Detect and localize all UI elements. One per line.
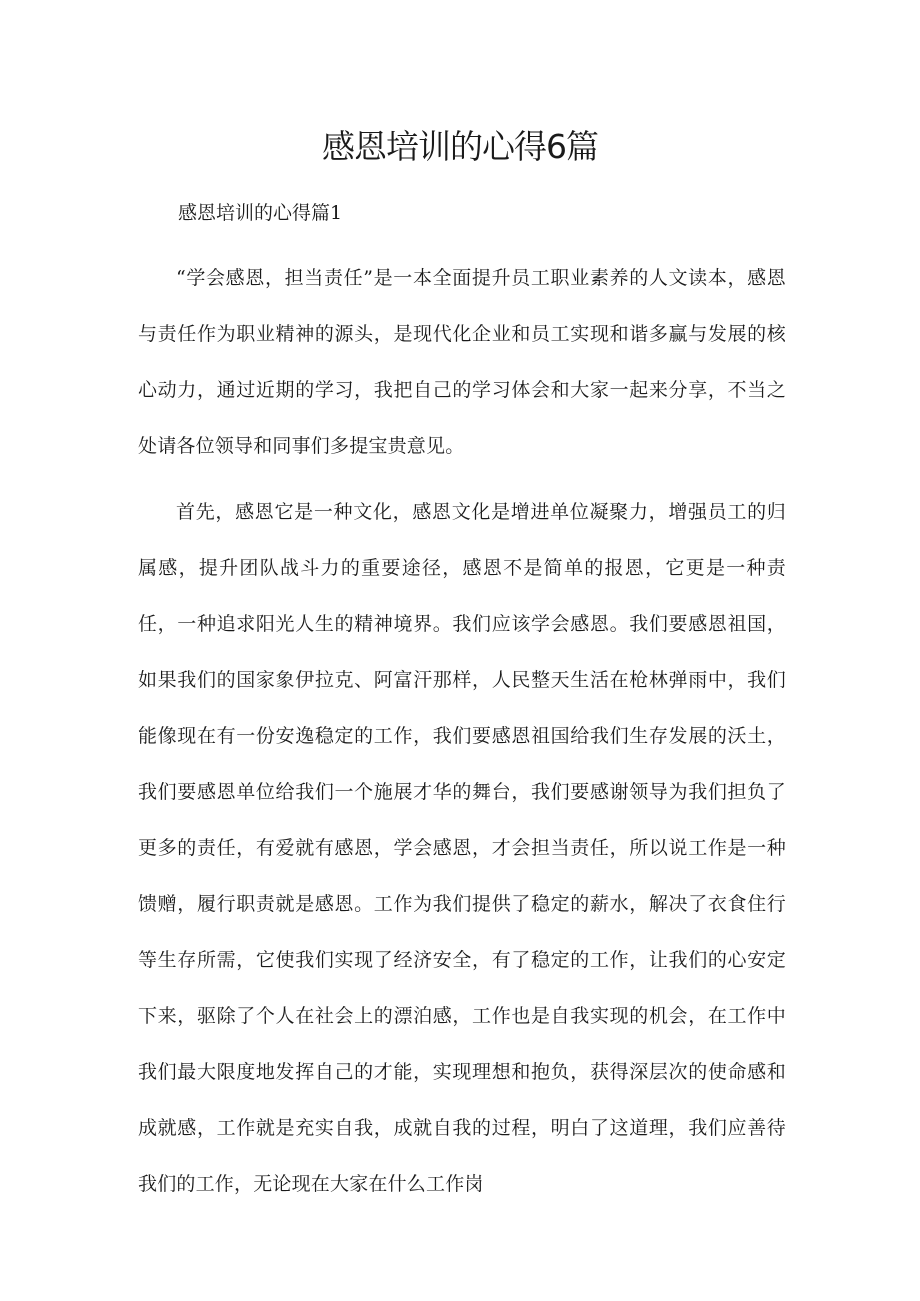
paragraph-2: 首先，感恩它是一种文化，感恩文化是增进单位凝聚力，增强员工的归属感，提升团队战斗力的重要途径，感恩不是简单的报恩，它更是一种责任，一种追求阳光人生的精神境界。我们应该学会感恩。我们要感恩祖国，如果我们的国家象伊拉克、阿富汗那样，人民整天生活在枪林弹雨中，我们能像现在有一份安逸稳定的工作，我们要感恩祖国给我们生存发展的沃土，我们要感恩单位给我们一个施展才华的舞台，我们要感谢领导为我们担负了更多的责任，有爱就有感恩，学会感恩，才会担当责任，所以说工作是一种馈赠，履行职责就是感恩。工作为我们提供了稳定的薪水，解决了衣食住行等生存所需，它使我们实现了经济安全，有了稳定的工作，让我们的心安定下来，驱除了个人在社会上的漂泊感，工作也是自我实现的机会，在工作中我们最大限度地发挥自己的才能，实现理想和抱负，获得深层次的使命感和成就感，工作就是充实自我，成就自我的过程，明白了这道理，我们应善待我们的工作，无论现在大家在什么工作岗: [138, 501, 786, 1195]
document-title: 感恩培训的心得6篇: [322, 127, 598, 166]
paragraph-1: “学会感恩，担当责任”是一本全面提升员工职业素养的人文读本，感恩与责任作为职业精神的源头，是现代化企业和员工实现和谐多赢与发展的核心动力，通过近期的学习，我把自己的学习体会和大家一起来分享，不当之处请各位领导和同事们多提宝贵意见。: [138, 267, 786, 457]
section-heading: 感恩培训的心得篇1: [178, 202, 343, 224]
